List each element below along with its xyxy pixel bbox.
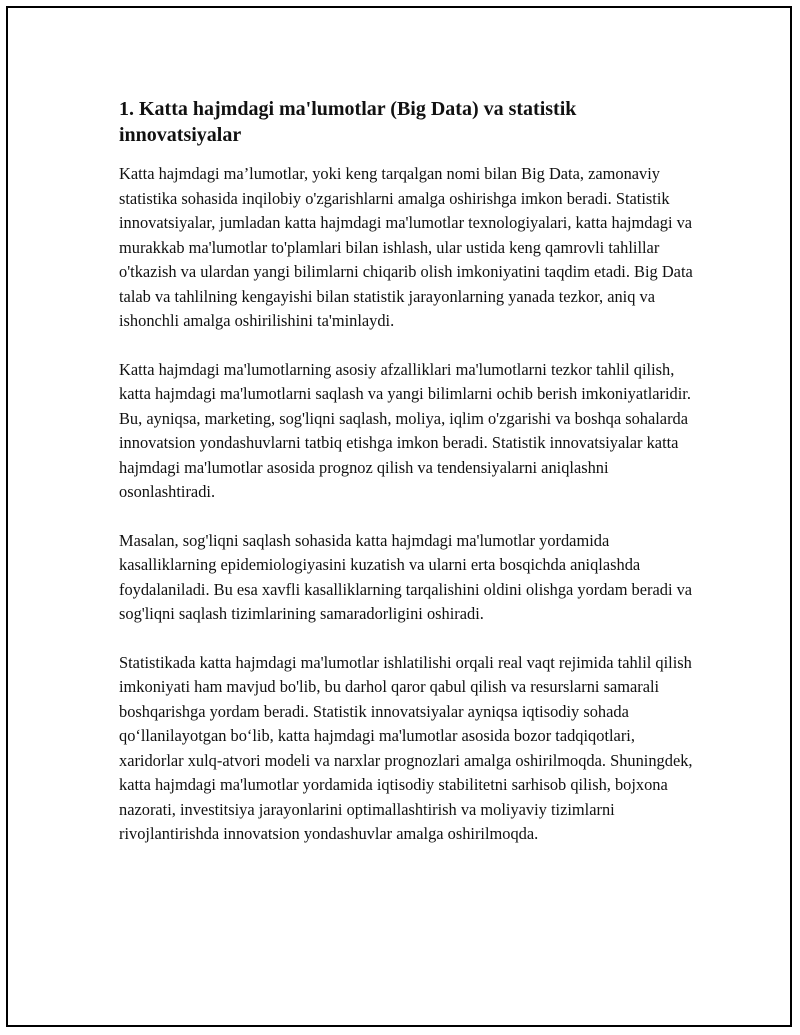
- page-frame: [6, 6, 792, 1027]
- paragraph-1: Katta hajmdagi ma’lumotlar, yoki keng tarqalgan nomi bilan Big Data, zamonaviy statistika sohasida inqilobiy o'zgarishlarni amalga oshirishga imkon beradi. Statistik innovatsiyalar, jumladan katta hajmdagi ma'lumotlar texnologiyalari, katta hajmdagi va murakkab ma'lumotlar to'plamlari bilan ishlash, ular ustida keng qamrovli tahlillar o'tkazish va ulardan yangi bilimlarni chiqarib olish imkoniyatini taqdim etadi. Big Data talab va tahlilning kengayishi bilan statistik jarayonlarning yanada tezkor, aniq va ishonchli amalga oshirilishini ta'minlaydi.: [119, 164, 693, 330]
- section-heading: 1. Katta hajmdagi ma'lumotlar (Big Data) va statistik innovatsiyalar: [119, 98, 577, 146]
- paragraph-4: Statistikada katta hajmdagi ma'lumotlar ishlatilishi orqali real vaqt rejimida tahlil qilish imkoniyati ham mavjud bo'lib, bu darhol qaror qabul qilish va resurslarni samarali boshqarishga yordam beradi. Statistik innovatsiyalar ayniqsa iqtisodiy sohada qo‘llanilayotgan bo‘lib, katta hajmdagi ma'lumotlar asosida bozor tadqiqotlari, xaridorlar xulq-atvori modeli va narxlar prognozlari amalga oshirilmoqda. Shuningdek, katta hajmdagi ma'lumotlar yordamida iqtisodiy stabilitetni sarhisob qilish, bojxona nazorati, investitsiya jarayonlarini optimallashtirish va moliyaviy tizimlarni rivojlantirishda innovatsion yondashuvlar amalga oshirilmoqda.: [119, 652, 693, 843]
- paragraph-3: Masalan, sog'liqni saqlash sohasida katta hajmdagi ma'lumotlar yordamida kasalliklarning epidemiologiyasini kuzatish va ularni erta bosqichda aniqlashda foydalaniladi. Bu esa xavfli kasalliklarning tarqalishini oldini olishga yordam beradi va sog'liqni saqlash tizimlarining samaradorligini oshiradi.: [119, 530, 693, 623]
- paragraph-2: Katta hajmdagi ma'lumotlarning asosiy afzalliklari ma'lumotlarni tezkor tahlil qilish, katta hajmdagi ma'lumotlarni saqlash va yangi bilimlarni ochib berish imkoniyatlaridir. Bu, ayniqsa, marketing, sog'liqni saqlash, moliya, iqlim o'zgarishi va boshqa sohalarda innovatsion yondashuvlarni tatbiq etishga imkon beradi. Statistik innovatsiyalar katta hajmdagi ma'lumotlar asosida prognoz qilish va tendensiyalarni aniqlashni osonlashtiradi.: [119, 359, 691, 501]
- document-body: [119, 96, 699, 871]
